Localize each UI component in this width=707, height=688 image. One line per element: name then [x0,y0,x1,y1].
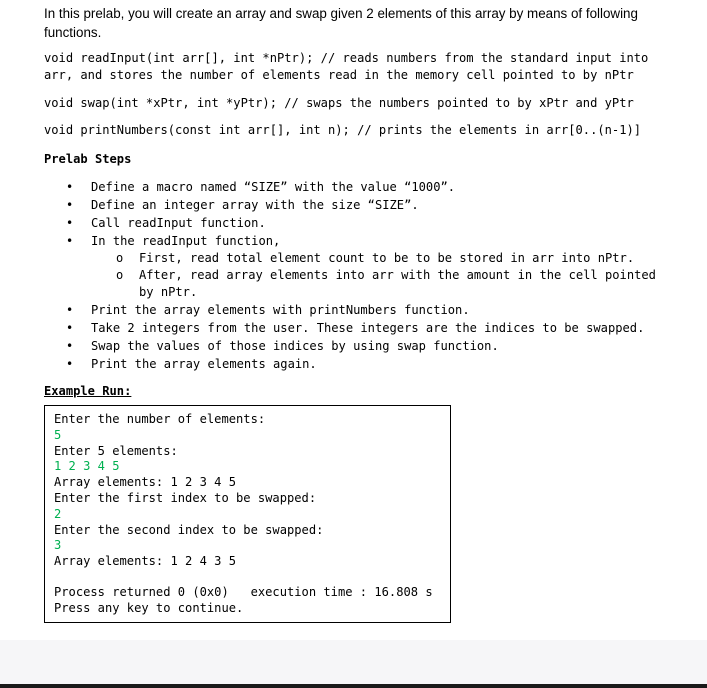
substep-item: First, read total element count to be to be stored in arr into nPtr. [139,251,635,265]
bullet-icon: • [66,339,74,353]
console-input: 1 2 3 4 5 [54,459,120,473]
console-output-box [44,405,451,623]
console-line: Array elements: 1 2 4 3 5 [54,554,237,568]
substep-continuation: by nPtr. [139,285,198,299]
console-line: Enter the first index to be swapped: [54,491,317,505]
intro-paragraph: In this prelab, you will create an array and swap given 2 elements of this array by means of following functions. [44,6,638,40]
console-line: Enter 5 elements: [54,444,178,458]
step-item: Take 2 integers from the user. These integers are the indices to be swapped. [91,321,645,335]
step-item: Call readInput function. [91,216,266,230]
printnumbers-signature: void printNumbers(const int arr[], int n); // prints the elements in arr[0..(n-1)] [44,123,642,137]
example-run-title: Example Run: [44,384,132,398]
page-gap [0,640,707,684]
console-line: Press any key to continue. [54,601,244,615]
bullet-icon: • [66,357,74,371]
bullet-icon: • [66,303,74,317]
bullet-icon: • [66,180,74,194]
console-input: 5 [54,428,62,442]
bottom-border [0,684,707,688]
step-item: Swap the values of those indices by using swap function. [91,339,499,353]
bullet-icon: • [66,216,74,230]
readinput-signature: void readInput(int arr[], int *nPtr); // reads numbers from the standard input into arr, and stores the number of elements read in the memory cell pointed to by nPtr [44,51,656,82]
console-line: Array elements: 1 2 3 4 5 [54,475,237,489]
bullet-icon: • [66,198,74,212]
console-line: Enter the number of elements: [54,412,266,426]
substep-item: After, read array elements into arr with the amount in the cell pointed [139,268,656,282]
step-item: Define a macro named “SIZE” with the value “1000”. [91,180,456,194]
prelab-steps-heading: Prelab Steps [44,152,132,166]
console-line: Enter the second index to be swapped: [54,523,324,537]
circle-bullet-icon: o [116,268,124,282]
step-item: Print the array elements again. [91,357,317,371]
console-line: Process returned 0 (0x0) execution time : 16.808 s [54,585,433,599]
step-item: In the readInput function, [91,234,281,248]
console-input: 3 [54,538,62,552]
circle-bullet-icon: o [116,251,124,265]
step-item: Define an integer array with the size “SIZE”. [91,198,419,212]
step-item: Print the array elements with printNumbers function. [91,303,470,317]
swap-signature: void swap(int *xPtr, int *yPtr); // swaps the numbers pointed to by xPtr and yPtr [44,96,634,110]
console-input: 2 [54,507,62,521]
bullet-icon: • [66,234,74,248]
bullet-icon: • [66,321,74,335]
